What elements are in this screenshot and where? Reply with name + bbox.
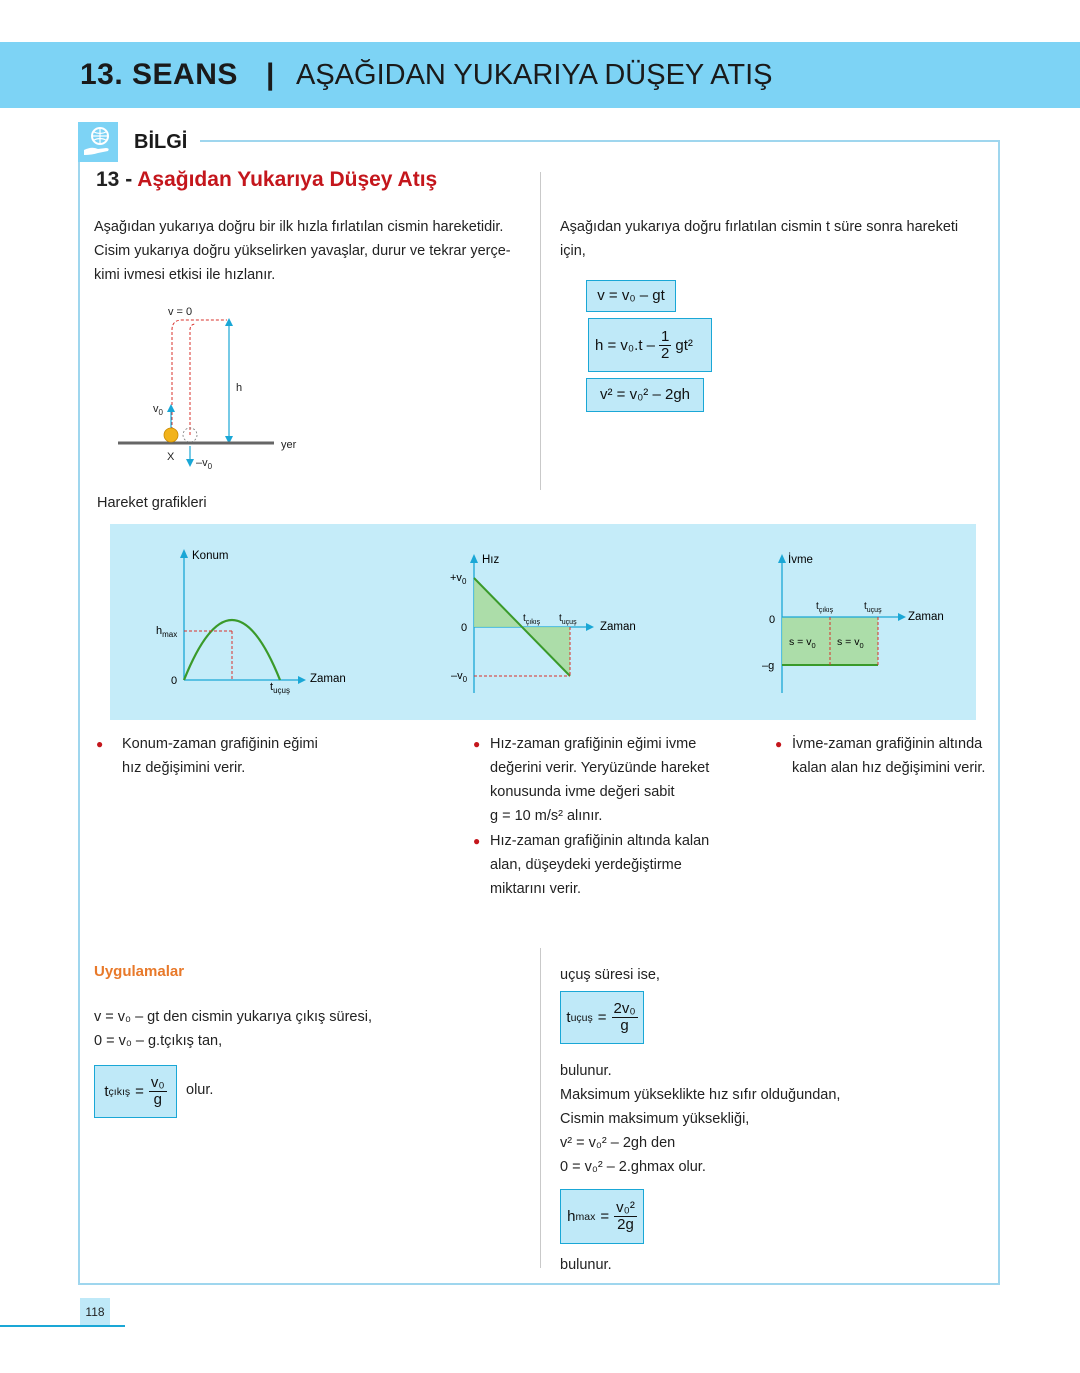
position-xlabel: Zaman — [310, 673, 346, 685]
note-line: alan, düşeydeki yerdeğiştirme — [490, 857, 682, 873]
page-title: AŞAĞIDAN YUKARIYA DÜŞEY ATIŞ — [296, 59, 773, 91]
velocity-ylabel: Hız — [482, 554, 500, 566]
page-number: 118 — [80, 1298, 110, 1326]
position-ylabel: Konum — [192, 550, 229, 562]
applications-line: 0 = v₀ – g.tçıkış tan, — [94, 1033, 223, 1049]
applications-heading: Uygulamalar — [94, 963, 185, 980]
note-line: hız değişimini verir. — [122, 760, 246, 776]
plus-v0-label: $+v_0$ — [450, 572, 467, 586]
height-label: h — [236, 382, 243, 394]
bullet-dot: ● — [775, 737, 783, 751]
applications-line: v = v₀ – gt den cismin yukarıya çıkış süresi, — [94, 1009, 372, 1025]
formula-rise-time: t çıkış = $\frac{\text{v₀}}{g}$ — [94, 1065, 177, 1118]
velocity-time-graph — [440, 545, 660, 705]
info-hand-globe-icon — [78, 122, 118, 162]
header-separator: | — [266, 58, 275, 91]
neg-v0-label: $-v_0$ — [196, 457, 213, 471]
max-height-derivation — [560, 1059, 990, 1179]
derivation-line: Maksimum yükseklikte hız sıfır olduğundan, — [560, 1087, 841, 1103]
down-path — [190, 324, 196, 435]
v0-arrow — [167, 404, 175, 412]
section-title-text: Aşağıdan Yukarıya Düşey Atış — [137, 168, 438, 191]
velocity-xlabel: Zaman — [600, 621, 636, 633]
y-axis-arrow — [778, 554, 786, 563]
formula-velocity: v = v₀ – gt — [586, 280, 676, 312]
formula-max-height: h max = $\frac{\text{v₀²}}{2g}$ — [560, 1189, 644, 1244]
bullet-dot: ● — [473, 834, 481, 848]
intro-line: kimi ivmesi etkisi ile hızlanır. — [94, 267, 276, 283]
info-label: BİLGİ — [134, 131, 188, 153]
graphs-heading: Hareket grafikleri — [97, 495, 207, 511]
neg-g-label: –g — [762, 660, 775, 672]
tup-label: $t_{çıkış}$ — [816, 601, 834, 614]
column-divider — [540, 948, 541, 1268]
x-axis-arrow — [298, 676, 306, 684]
tflight-label: $t_{uçuş}$ — [270, 681, 290, 695]
section-title — [96, 168, 437, 192]
v-zero-label: v = 0 — [168, 306, 193, 318]
right-intro-line: Aşağıdan yukarıya doğru fırlatılan cismin t süre sonra hareketi — [560, 219, 959, 235]
note-velocity-slope — [473, 732, 743, 828]
velocity-zero: 0 — [461, 622, 468, 634]
note-line: İvme-zaman grafiğinin altında — [792, 736, 983, 752]
derivation-line: 0 = v₀² – 2.ghmax olur. — [560, 1159, 706, 1175]
y-axis-arrow — [470, 554, 478, 563]
intro-line: Cisim yukarıya doğru yükselirken yavaşlar, durur ve tekrar yerçe- — [94, 243, 511, 259]
ground-label: yer — [281, 439, 297, 451]
acceleration-ylabel: İvme — [788, 554, 813, 566]
x-axis-arrow — [898, 613, 906, 621]
right-intro-text — [560, 215, 990, 263]
note-velocity-area — [473, 829, 743, 901]
up-path — [172, 320, 227, 435]
neg-v0-arrow — [186, 459, 194, 467]
note-line: konusunda ivme değeri sabit — [490, 784, 675, 800]
formula-flight-time: t uçuş = $\frac{\text{2v₀}}{g}$ — [560, 991, 644, 1044]
position-zero: 0 — [171, 675, 178, 687]
acceleration-time-graph — [750, 545, 960, 705]
session-number: 13. SEANS — [80, 58, 238, 91]
area2-label: $s = v_0$ — [837, 636, 864, 650]
final-text: bulunur. — [560, 1257, 612, 1273]
note-line: Hız-zaman grafiğinin eğimi ivme — [490, 736, 697, 752]
after-formula-text: olur. — [186, 1082, 214, 1098]
note-line: g = 10 m/s² alınır. — [490, 808, 603, 824]
x-label: X — [167, 451, 175, 463]
note-line: miktarını verir. — [490, 881, 582, 897]
intro-text — [94, 215, 534, 287]
v0-label: $v_0$ — [153, 403, 163, 417]
note-line: değerini verir. Yeryüzünde hareket — [490, 760, 710, 776]
hmax-label: $h_{max}$ — [156, 625, 178, 639]
info-frame-top-line — [200, 140, 1000, 142]
right-intro-line: için, — [560, 243, 586, 259]
note-position — [96, 732, 376, 780]
y-axis-arrow — [180, 549, 188, 558]
header-banner — [0, 42, 1080, 108]
tflight-label: $t_{uçuş}$ — [559, 613, 577, 626]
position-time-graph — [150, 540, 360, 705]
derivation-line: Cismin maksimum yüksekliği, — [560, 1111, 750, 1127]
note-line: Konum-zaman grafiğinin eğimi — [122, 736, 318, 752]
ball — [164, 428, 178, 442]
tflight-label: $t_{uçuş}$ — [864, 601, 882, 614]
acceleration-xlabel: Zaman — [908, 611, 944, 623]
section-number: 13 - — [96, 168, 133, 191]
tup-label: $t_{çıkış}$ — [523, 613, 541, 626]
intro-line: Aşağıdan yukarıya doğru bir ilk hızla fırlatılan cismin hareketidir. — [94, 219, 504, 235]
formula-timeless: v² = v₀² – 2gh — [586, 378, 704, 412]
column-divider — [540, 172, 541, 490]
bullet-dot: ● — [473, 737, 481, 751]
x-axis-arrow — [586, 623, 594, 631]
derivation-line: v² = v₀² – 2gh den — [560, 1135, 676, 1151]
note-acceleration — [775, 732, 1000, 780]
derivation-line: bulunur. — [560, 1063, 612, 1079]
throw-diagram — [110, 300, 320, 480]
flight-time-intro: uçuş süresi ise, — [560, 967, 660, 983]
note-line: Hız-zaman grafiğinin altında kalan — [490, 833, 710, 849]
area1-label: $s = v_0$ — [789, 636, 816, 650]
page-number-line — [0, 1325, 125, 1327]
bullet-dot: ● — [96, 737, 104, 751]
acceleration-zero: 0 — [769, 614, 776, 626]
minus-v0-label: $-v_0$ — [451, 670, 468, 684]
note-line: kalan alan hız değişimini verir. — [792, 760, 986, 776]
formula-height: h = v₀.t – $\frac{1}{2}$ gt² — [588, 318, 712, 372]
